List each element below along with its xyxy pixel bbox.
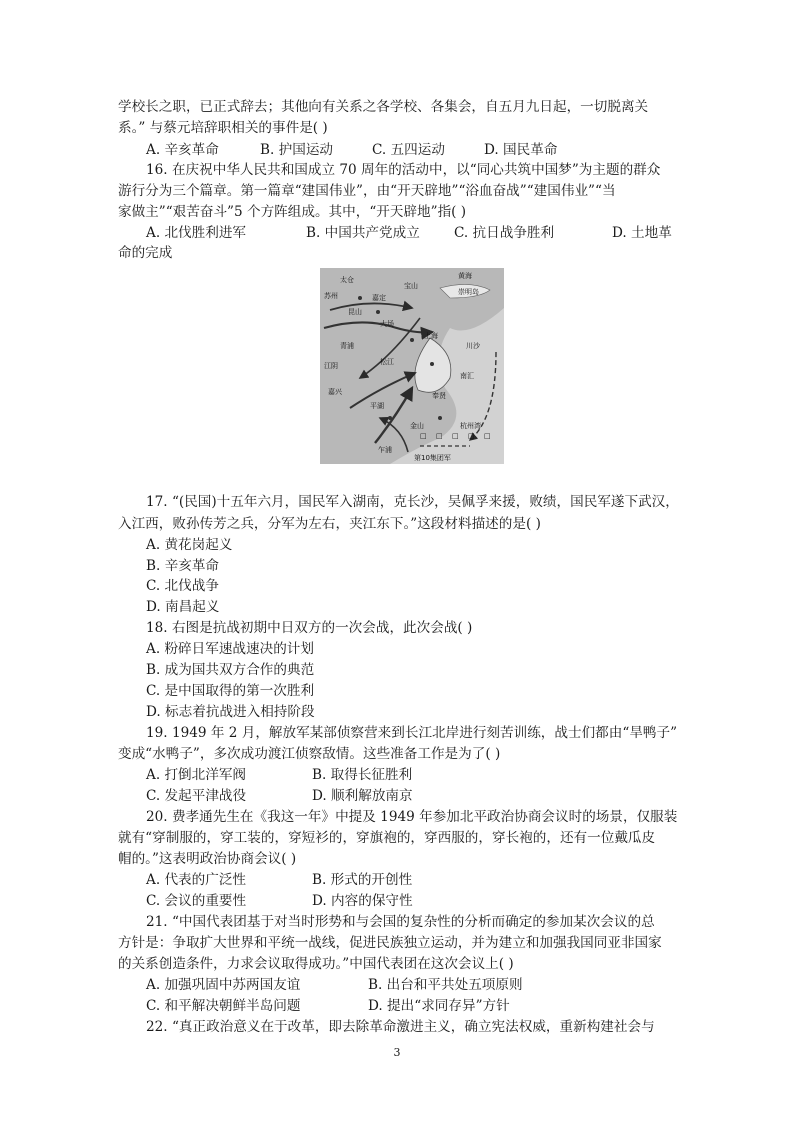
map-legend-symbol-2: □ xyxy=(436,432,443,440)
map-label-fengxian: 奉贤 xyxy=(432,392,446,400)
q16-option-d: D. 土地革 xyxy=(612,225,672,241)
map-label-taicang: 太仓 xyxy=(340,276,354,284)
q16-line-1: 16. 在庆祝中华人民共和国成立 70 周年的活动中，以“同心共筑中国梦”为主题的群众 xyxy=(146,162,661,178)
map-legend-symbol-5: □ xyxy=(484,432,491,440)
q16-option-a: A. 北伐胜利进军 xyxy=(146,225,247,241)
battle-map xyxy=(320,268,504,464)
q19-line-2: 变成“水鸭子”，多次成功渡江侦察敌情。这些准备工作是为了( ) xyxy=(118,746,501,762)
q18-option-c: C. 是中国取得的第一次胜利 xyxy=(146,683,315,699)
q15-line-2: 系。” 与蔡元培辞职相关的事件是( ) xyxy=(118,120,328,136)
q15-option-b: B. 护国运动 xyxy=(260,142,334,158)
q21-option-a: A. 加强巩固中苏两国友谊 xyxy=(146,977,301,993)
q19-option-d: D. 顺利解放南京 xyxy=(312,788,413,804)
q16-line-tail: 命的完成 xyxy=(118,245,173,261)
map-label-shanghai: 上海 xyxy=(424,332,438,340)
map-label-pinghu: 平湖 xyxy=(370,402,384,410)
map-label-jinshan: 金山 xyxy=(410,422,424,430)
q20-option-b: B. 形式的开创性 xyxy=(312,872,413,888)
map-label-jiaxing: 嘉兴 xyxy=(328,388,342,396)
map-label-dachang: 大场 xyxy=(380,320,394,328)
q21-option-c: C. 和平解决朝鲜半岛问题 xyxy=(146,998,301,1014)
q15-option-d: D. 国民革命 xyxy=(484,142,558,158)
q18-stem: 18. 右图是抗战初期中日双方的一次会战，此次会战( ) xyxy=(146,620,473,636)
q17-line-2: 入江西，败孙传芳之兵，分军为左右，夹江东下。”这段材料描述的是( ) xyxy=(118,516,541,532)
q15-option-c: C. 五四运动 xyxy=(372,142,445,158)
q16-line-2: 游行分为三个篇章。第一篇章“建国伟业”，由“开天辟地”“浴血奋战”“建国伟业”“当 xyxy=(118,183,616,199)
map-label-hangzhou-bay: 杭州湾 xyxy=(460,422,481,430)
q20-line-1: 20. 费孝通先生在《我这一年》中提及 1949 年参加北平政治协商会议时的场景，仅服装 xyxy=(146,809,678,825)
q18-option-d: D. 标志着抗战进入相持阶段 xyxy=(146,704,315,720)
map-label-baoshan: 宝山 xyxy=(404,282,418,290)
map-label-kunshan: 昆山 xyxy=(348,308,362,316)
page-number: 3 xyxy=(393,1046,401,1059)
q17-option-d: D. 南昌起义 xyxy=(146,599,220,615)
q19-option-c: C. 发起平津战役 xyxy=(146,788,247,804)
q16-option-b: B. 中国共产党成立 xyxy=(306,225,420,241)
q21-line-2: 方针是：争取扩大世界和平统一战线，促进民族独立运动，并为建立和加强我国同亚非国家 xyxy=(118,935,662,951)
map-legend-symbol-1: □ xyxy=(420,432,427,440)
q16-option-c: C. 抗日战争胜利 xyxy=(454,225,555,241)
q21-line-3: 的关系创造条件，力求会议取得成功。”中国代表团在这次会议上( ) xyxy=(118,956,514,972)
q15-option-a: A. 辛亥革命 xyxy=(146,142,219,158)
map-label-huanghai: 黄海 xyxy=(458,272,472,280)
map-label-chuansha: 川沙 xyxy=(466,342,480,350)
q17-option-b: B. 辛亥革命 xyxy=(146,558,220,574)
map-label-group-army: 第10集团军 xyxy=(414,454,451,462)
q17-line-1: 17. “(民国)十五年六月，国民军入湖南，克长沙，吴佩孚来援，败绩，国民军遂下武汉， xyxy=(146,494,679,510)
map-label-nanhui: 南汇 xyxy=(460,372,474,380)
map-label-qingpu: 青浦 xyxy=(340,342,354,350)
map-label-suzhou: 苏州 xyxy=(324,292,338,300)
map-label-chongming: 崇明岛 xyxy=(458,288,479,296)
q19-option-a: A. 打倒北洋军阀 xyxy=(146,767,247,783)
map-legend-symbol-3: □ xyxy=(452,432,459,440)
q20-option-a: A. 代表的广泛性 xyxy=(146,872,247,888)
q20-line-3: 帽的。”这表明政治协商会议( ) xyxy=(118,851,297,867)
map-legend-symbol-4: □ xyxy=(468,432,475,440)
q19-option-b: B. 取得长征胜利 xyxy=(312,767,413,783)
q18-option-a: A. 粉碎日军速战速决的计划 xyxy=(146,641,314,657)
q20-option-d: D. 内容的保守性 xyxy=(312,893,413,909)
map-label-zhapu: 乍浦 xyxy=(378,446,392,454)
q17-option-c: C. 北伐战争 xyxy=(146,578,219,594)
q21-option-b: B. 出台和平共处五项原则 xyxy=(368,977,523,993)
map-label-jiangyin: 江阴 xyxy=(324,362,338,370)
q19-line-1: 19. 1949 年 2 月，解放军某部侦察营来到长江北岸进行刻苦训练，战士们都由“旱鸭子” xyxy=(146,725,678,741)
q21-option-d: D. 提出“求同存异”方针 xyxy=(368,998,510,1014)
q20-option-c: C. 会议的重要性 xyxy=(146,893,247,909)
q21-line-1: 21. “中国代表团基于对当时形势和与会国的复杂性的分析而确定的参加某次会议的总 xyxy=(146,914,655,930)
map-label-songjiang: 松江 xyxy=(380,358,394,366)
q16-line-3: 家做主”“艰苦奋斗”5 个方阵组成。其中，“开天辟地”指( ) xyxy=(118,204,467,220)
q22-line-1: 22. “真正政治意义在于改革，即去除革命激进主义，确立宪法权威，重新构建社会与 xyxy=(146,1019,655,1035)
q20-line-2: 就有“穿制服的，穿工装的，穿短衫的，穿旗袍的，穿西服的，穿长袍的，还有一位戴瓜皮 xyxy=(118,830,656,846)
map-label-jiading: 嘉定 xyxy=(372,294,386,302)
q15-line-1: 学校长之职，已正式辞去；其他向有关系之各学校、各集会，自五月九日起，一切脱离关 xyxy=(118,99,649,115)
q18-option-b: B. 成为国共双方合作的典范 xyxy=(146,662,315,678)
q17-option-a: A. 黄花岗起义 xyxy=(146,537,233,553)
